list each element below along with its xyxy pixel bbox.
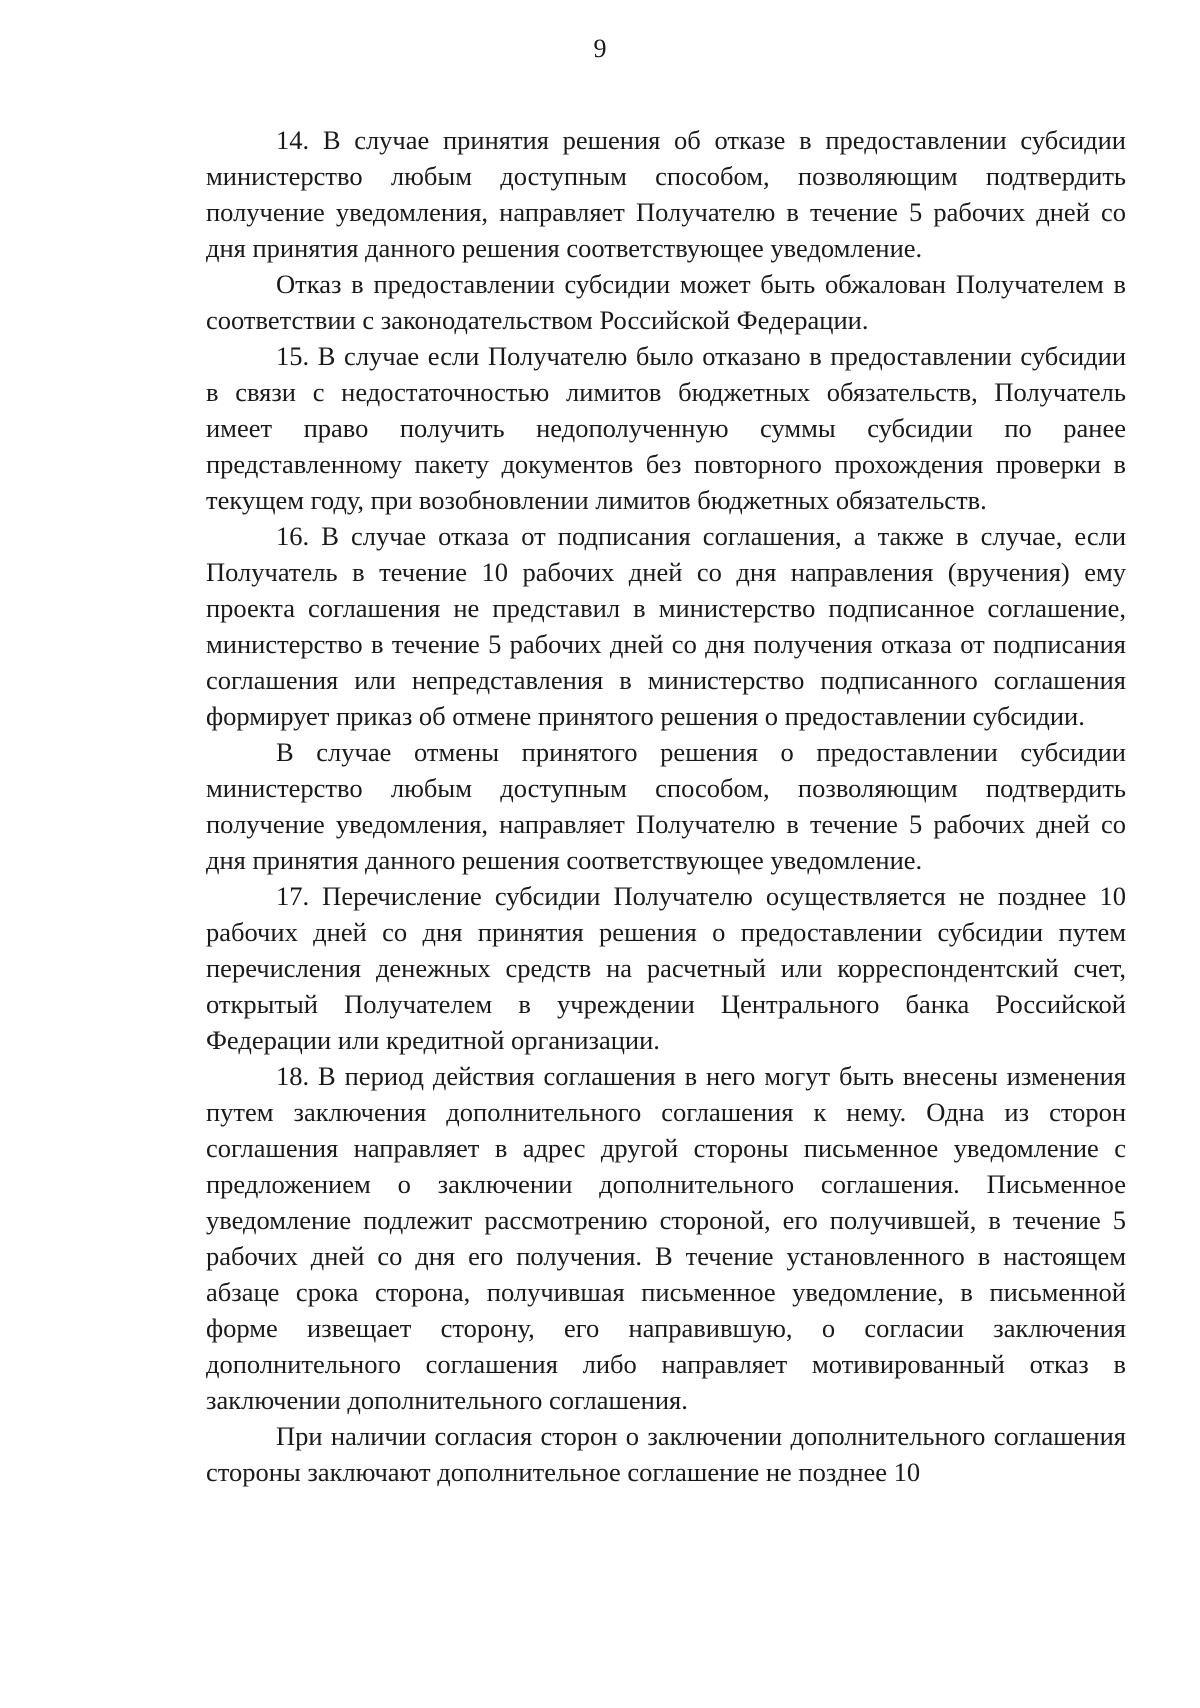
paragraph-16-cancellation: В случае отмены принятого решения о предоставлении субсидии министерство любым доступным способом, позволяющим подтвердить получение уведомления, направляет Получателю в течение 5 рабочих дней со дня принятия данного решения соответствующее уведомление. bbox=[206, 737, 1126, 875]
paragraph-14: 14. В случае принятия решения об отказе в предоставлении субсидии министерство любым доступным способом, позволяющим подтвердить получение уведомления, направляет Получателю в течение 5 рабочих дней со дня принятия данного решения соответствующее уведомление. bbox=[206, 125, 1126, 263]
paragraph-14-appeal: Отказ в предоставлении субсидии может быть обжалован Получателем в соответствии с законодательством Российской Федерации. bbox=[206, 269, 1126, 335]
paragraph-17: 17. Перечисление субсидии Получателю осуществляется не позднее 10 рабочих дней со дня принятия решения о предоставлении субсидии путем перечисления денежных средств на расчетный или корреспондентский счет, открытый Получателем в учреждении Центрального банка Российской Федерации или кредитной организации. bbox=[206, 881, 1126, 1055]
paragraph-18: 18. В период действия соглашения в него могут быть внесены изменения путем заключения дополнительного соглашения к нему. Одна из сторон соглашения направляет в адрес другой стороны письменное уведомление с предложением о заключении дополнительного соглашения. Письменное уведомление подлежит рассмотрению стороной, его получившей, в течение 5 рабочих дней со дня его получения. В течение установленного в настоящем абзаце срока сторона, получившая письменное уведомление, в письменной форме извещает сторону, его направившую, о согласии заключения дополнительного соглашения либо направляет мотивированный отказ в заключении дополнительного соглашения. bbox=[206, 1061, 1126, 1415]
paragraph-18-agreement: При наличии согласия сторон о заключении дополнительного соглашения стороны заключают дополнительное соглашение не позднее 10 bbox=[206, 1421, 1126, 1487]
document-body bbox=[206, 122, 1126, 1490]
page-number: 9 bbox=[593, 34, 607, 63]
paragraph-15: 15. В случае если Получателю было отказано в предоставлении субсидии в связи с недостаточностью лимитов бюджетных обязательств, Получатель имеет право получить недополученную суммы субсидии по ранее представленному пакету документов без повторного прохождения проверки в текущем году, при возобновлении лимитов бюджетных обязательств. bbox=[206, 341, 1126, 515]
paragraph-16: 16. В случае отказа от подписания соглашения, а также в случае, если Получатель в течение 10 рабочих дней со дня направления (вручения) ему проекта соглашения не представил в министерство подписанное соглашение, министерство в течение 5 рабочих дней со дня получения отказа от подписания соглашения или непредставления в министерство подписанного соглашения формирует приказ об отмене принятого решения о предоставлении субсидии. bbox=[206, 521, 1126, 731]
